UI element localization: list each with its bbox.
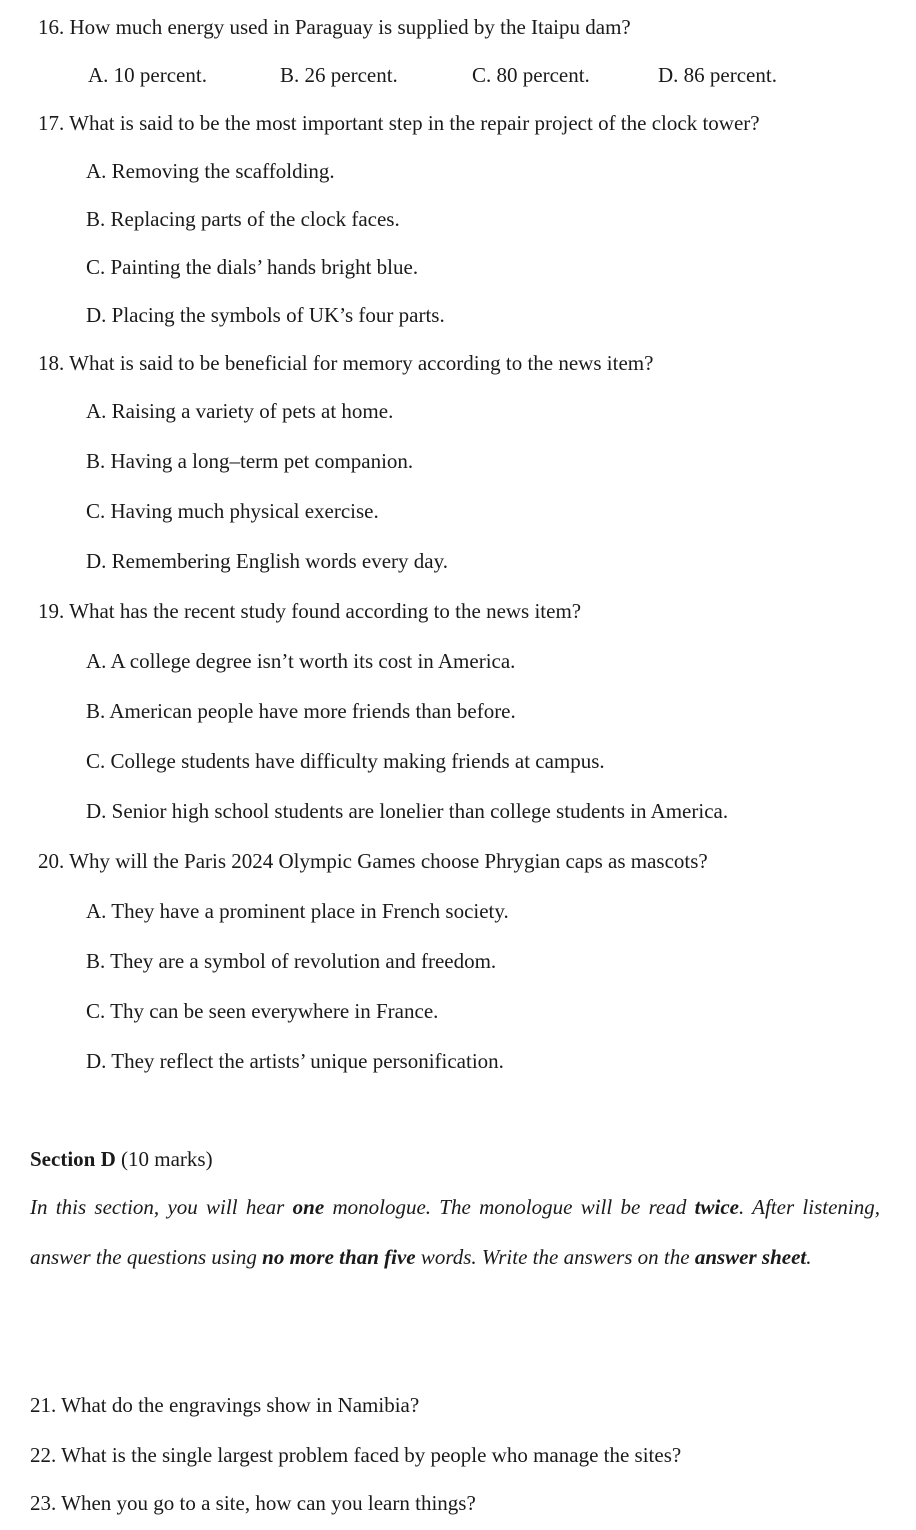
instr-emph-sheet: answer sheet	[694, 1245, 807, 1269]
question-20-option-a[interactable]: A. They have a prominent place in French society.	[86, 899, 509, 923]
question-18-option-c[interactable]: C. Having much physical exercise.	[86, 499, 379, 523]
question-17-option-d[interactable]: D. Placing the symbols of UK’s four parts.	[86, 303, 445, 327]
question-23: 23. When you go to a site, how can you learn things?	[30, 1491, 476, 1515]
question-16-options	[0, 62, 916, 92]
instr-part-5: .	[806, 1245, 812, 1269]
question-18-option-a[interactable]: A. Raising a variety of pets at home.	[86, 399, 394, 423]
question-19-option-b[interactable]: B. American people have more friends than before.	[86, 699, 516, 723]
question-18-option-d[interactable]: D. Remembering English words every day.	[86, 549, 448, 573]
question-19-option-a[interactable]: A. A college degree isn’t worth its cost in America.	[86, 649, 516, 673]
question-17-option-c[interactable]: C. Painting the dials’ hands bright blue.	[86, 255, 419, 279]
question-20-option-b[interactable]: B. They are a symbol of revolution and freedom.	[86, 949, 497, 973]
question-19-option-d[interactable]: D. Senior high school students are lonelier than college students in America.	[86, 799, 729, 823]
instr-part-4: words. Write the answers on the	[415, 1245, 695, 1269]
question-19-option-c[interactable]: C. College students have difficulty making friends at campus.	[86, 749, 605, 773]
question-18-option-b[interactable]: B. Having a long–term pet companion.	[86, 449, 414, 473]
question-22: 22. What is the single largest problem faced by people who manage the sites?	[30, 1443, 682, 1467]
question-16-option-d[interactable]: D. 86 percent.	[658, 63, 777, 87]
instr-part-2: monologue. The monologue will be read	[324, 1195, 695, 1219]
instr-emph-one: one	[292, 1195, 325, 1219]
question-17-option-a[interactable]: A. Removing the scaffolding.	[86, 159, 335, 183]
question-16-option-c[interactable]: C. 80 percent.	[472, 63, 590, 87]
question-16-option-a[interactable]: A. 10 percent.	[88, 63, 207, 87]
question-19-stem: 19. What has the recent study found according to the news item?	[38, 599, 582, 623]
question-17-option-b[interactable]: B. Replacing parts of the clock faces.	[86, 207, 400, 231]
question-16-stem: 16. How much energy used in Paraguay is supplied by the Itaipu dam?	[38, 15, 631, 39]
instr-part-3: . After listening, answer the questions using	[30, 1195, 880, 1269]
question-20-option-c[interactable]: C. Thy can be seen everywhere in France.	[86, 999, 439, 1023]
section-d-heading	[30, 1146, 213, 1172]
question-21: 21. What do the engravings show in Namibia?	[30, 1393, 420, 1417]
question-17-stem: 17. What is said to be the most important step in the repair project of the clock tower?	[38, 111, 760, 135]
section-d-marks: (10 marks)	[121, 1147, 213, 1171]
question-20-option-d[interactable]: D. They reflect the artists’ unique personification.	[86, 1049, 504, 1073]
instr-part-1: In this section, you will hear	[30, 1195, 293, 1219]
instr-emph-limit: no more than five	[262, 1245, 416, 1269]
section-d-instructions	[30, 1182, 880, 1282]
instr-emph-twice: twice	[694, 1195, 739, 1219]
question-20-stem: 20. Why will the Paris 2024 Olympic Games choose Phrygian caps as mascots?	[38, 849, 708, 873]
question-18-stem: 18. What is said to be beneficial for memory according to the news item?	[38, 351, 654, 375]
question-16-option-b[interactable]: B. 26 percent.	[280, 63, 398, 87]
section-d-title: Section D	[30, 1147, 116, 1171]
